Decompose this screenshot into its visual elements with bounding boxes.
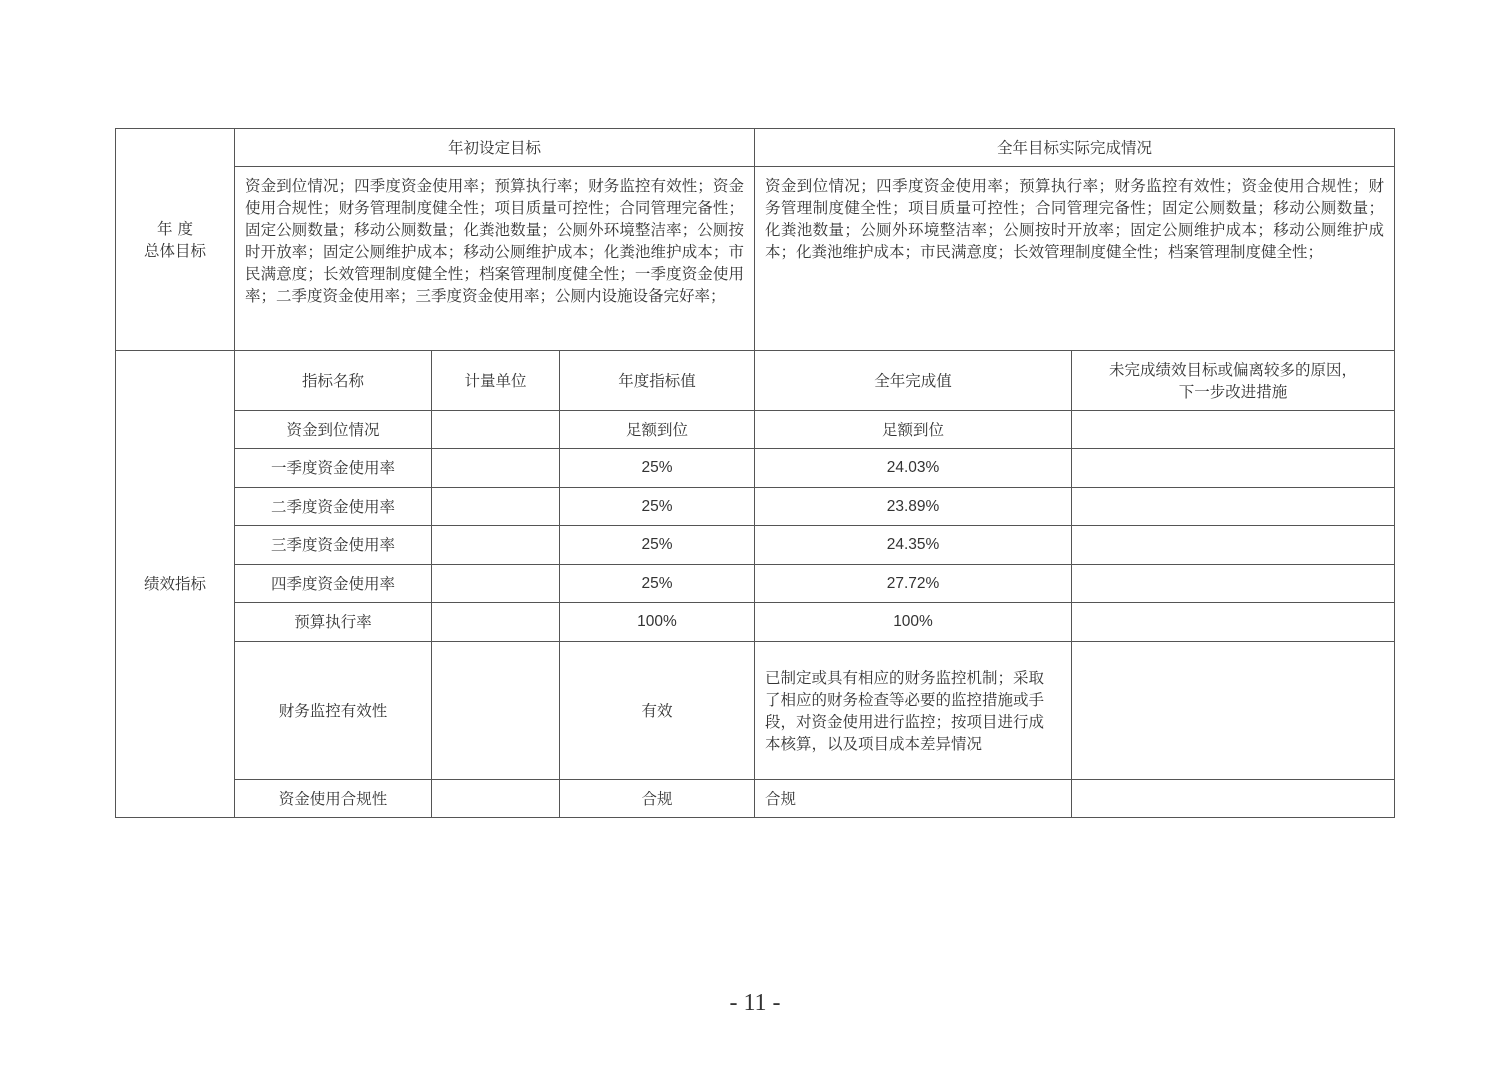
indicator-target: 25% [560,526,755,565]
indicator-reason [1072,565,1395,603]
indicator-unit [432,603,560,642]
indicator-name: 资金到位情况 [235,411,432,449]
table-row [116,565,1395,603]
indicator-unit [432,565,560,603]
indicator-unit [432,411,560,449]
indicator-name: 四季度资金使用率 [235,565,432,603]
indicator-name: 一季度资金使用率 [235,449,432,488]
indicator-actual: 足额到位 [755,411,1072,449]
indicator-target: 25% [560,565,755,603]
actual-goal-header: 全年目标实际完成情况 [755,129,1395,167]
page-number: - 11 - [729,990,781,1016]
indicator-actual: 23.89% [755,488,1072,526]
header-reason: 未完成绩效目标或偏离较多的原因， 下一步改进措施 [1072,351,1395,411]
indicator-name: 资金使用合规性 [235,780,432,818]
indicator-target: 100% [560,603,755,642]
table-row [116,488,1395,526]
table-row [116,642,1395,780]
annual-goal-label: 年 度 总体目标 [116,129,235,351]
indicator-actual: 27.72% [755,565,1072,603]
indicator-actual: 24.03% [755,449,1072,488]
indicator-unit [432,449,560,488]
indicator-actual: 100% [755,603,1072,642]
indicator-target: 25% [560,449,755,488]
indicator-target: 足额到位 [560,411,755,449]
header-actual: 全年完成值 [755,351,1072,411]
indicator-target: 合规 [560,780,755,818]
indicator-unit [432,780,560,818]
indicator-reason [1072,449,1395,488]
indicator-name: 预算执行率 [235,603,432,642]
indicator-unit [432,526,560,565]
indicator-unit [432,488,560,526]
indicators-label: 绩效指标 [116,351,235,818]
indicator-name: 三季度资金使用率 [235,526,432,565]
table-row [116,449,1395,488]
indicator-target: 有效 [560,642,755,780]
indicator-reason [1072,526,1395,565]
table-row [116,411,1395,449]
indicator-unit [432,642,560,780]
indicator-name: 财务监控有效性 [235,642,432,780]
indicator-actual: 合规 [755,780,1072,818]
indicator-actual: 已制定或具有相应的财务监控机制；采取了相应的财务检查等必要的监控措施或手段，对资金使用进行监控；按项目进行成本核算，以及项目成本差异情况 [755,642,1072,780]
initial-goal-header: 年初设定目标 [235,129,755,167]
indicator-actual: 24.35% [755,526,1072,565]
indicator-reason [1072,488,1395,526]
indicator-name: 二季度资金使用率 [235,488,432,526]
indicator-reason [1072,642,1395,780]
header-name: 指标名称 [235,351,432,411]
initial-goal-text: 资金到位情况；四季度资金使用率；预算执行率；财务监控有效性；资金使用合规性；财务管理制度健全性；项目质量可控性；合同管理完备性；固定公厕数量；移动公厕数量；化粪池数量；公厕外环境整洁率；公厕按时开放率；固定公厕维护成本；移动公厕维护成本；化粪池维护成本；市民满意度；长效管理制度健全性；档案管理制度健全性；一季度资金使用率；二季度资金使用率；三季度资金使用率；公厕内设施设备完好率； [235,167,755,351]
indicator-target: 25% [560,488,755,526]
table-row [116,780,1395,818]
header-unit: 计量单位 [432,351,560,411]
performance-table [115,128,1395,818]
indicator-reason [1072,411,1395,449]
indicator-reason [1072,603,1395,642]
indicator-reason [1072,780,1395,818]
actual-goal-text: 资金到位情况；四季度资金使用率；预算执行率；财务监控有效性；资金使用合规性；财务管理制度健全性；项目质量可控性；合同管理完备性；固定公厕数量；移动公厕数量；化粪池数量；公厕外环境整洁率；公厕按时开放率；固定公厕维护成本；移动公厕维护成本；化粪池维护成本；市民满意度；长效管理制度健全性；档案管理制度健全性； [755,167,1395,351]
table-row [116,603,1395,642]
table-row [116,526,1395,565]
header-target: 年度指标值 [560,351,755,411]
